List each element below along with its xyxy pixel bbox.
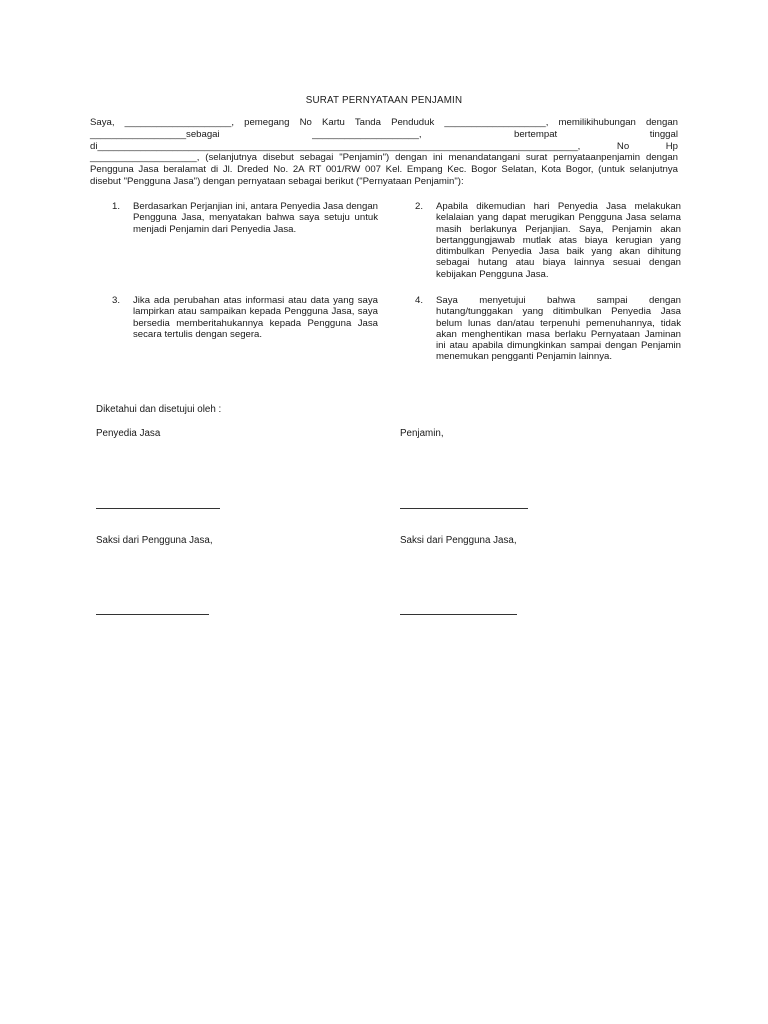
intro-line-4: ____________________, (selanjutnya disebut sebagai "Penjamin") dengan ini menandatangani surat pernyataanpenjamin dengan	[90, 152, 678, 164]
list-item-number: 1.	[111, 201, 120, 212]
guarantor-label: Penjamin,	[400, 428, 444, 439]
intro-paragraph	[90, 117, 678, 188]
intro-line-2-b: ____________________,	[312, 128, 422, 140]
list-item-text: Saya menyetujui bahwa sampai dengan hutang/tunggakan yang ditimbulkan Penyedia Jasa belum lunas dan/atau terpenuhi pemenuhannya, tidak akan menghentikan masa berlaku Pernyataan Jaminan ini atau apabila dimungkinkan sampai dengan Penjamin menemukan pengganti Penjamin lainnya.	[436, 295, 681, 363]
intro-line-2	[90, 129, 678, 141]
list-item-number: 2.	[414, 201, 423, 212]
guarantor-signature-line	[400, 508, 528, 509]
provider-signature-line	[96, 508, 220, 509]
list-item-text: Berdasarkan Perjanjian ini, antara Penyedia Jasa dengan Pengguna Jasa, menyatakan bahwa saya setuju untuk menjadi Penjamin dari Penyedia Jasa.	[133, 201, 378, 235]
provider-label: Penyedia Jasa	[96, 428, 161, 439]
intro-line-2-a: __________________sebagai	[90, 128, 220, 140]
witness-left-signature-line	[96, 614, 209, 615]
intro-line-3-a: di__________________________________________________________________________________________,	[90, 140, 581, 152]
intro-line-2-d: tinggal	[649, 128, 678, 140]
intro-line-3	[90, 141, 678, 153]
intro-line-3-b: No	[616, 140, 630, 152]
intro-line-1: Saya, ____________________, pemegang No Kartu Tanda Penduduk ___________________, memilikihubungan dengan	[90, 117, 678, 128]
document-title: SURAT PERNYATAAN PENJAMIN	[305, 95, 463, 106]
list-item-number: 4.	[414, 295, 423, 306]
witness-right-signature-line	[400, 614, 517, 615]
list-item-text: Jika ada perubahan atas informasi atau data yang saya lampirkan atau sampaikan kepada Pengguna Jasa, saya bersedia memberitahukannya kepada Pengguna Jasa secara tertulis dengan segera.	[133, 295, 378, 340]
acknowledged-label: Diketahui dan disetujui oleh :	[96, 404, 222, 415]
list-item-text: Apabila dikemudian hari Penyedia Jasa melakukan kelalaian yang dapat merugikan Pengguna Jasa selama masih berlakunya Perjanjian. Saya, Penjamin akan bertanggungjawab mutlak atas biaya kerugian yang ditimbulkan Penyedia Jasa baik yang akan dihitung sebagai hutang atau biaya lainnya sesuai dengan kebijakan Pengguna Jasa.	[436, 201, 681, 280]
witness-right-label: Saksi dari Pengguna Jasa,	[400, 535, 517, 546]
intro-line-5: Pengguna Jasa beralamat di Jl. Dreded No. 2A RT 001/RW 007 Kel. Empang Kec. Bogor Selatan, Kota Bogor, (untuk selanjutnya	[90, 164, 678, 176]
list-item-number: 3.	[111, 295, 120, 306]
intro-line-2-c: bertempat	[514, 128, 558, 140]
witness-left-label: Saksi dari Pengguna Jasa,	[96, 535, 213, 546]
intro-line-6: disebut "Pengguna Jasa") dengan pernyataan sebagai berikut ("Pernyataan Penjamin"):	[90, 175, 464, 187]
intro-line-3-c: Hp	[665, 140, 678, 152]
